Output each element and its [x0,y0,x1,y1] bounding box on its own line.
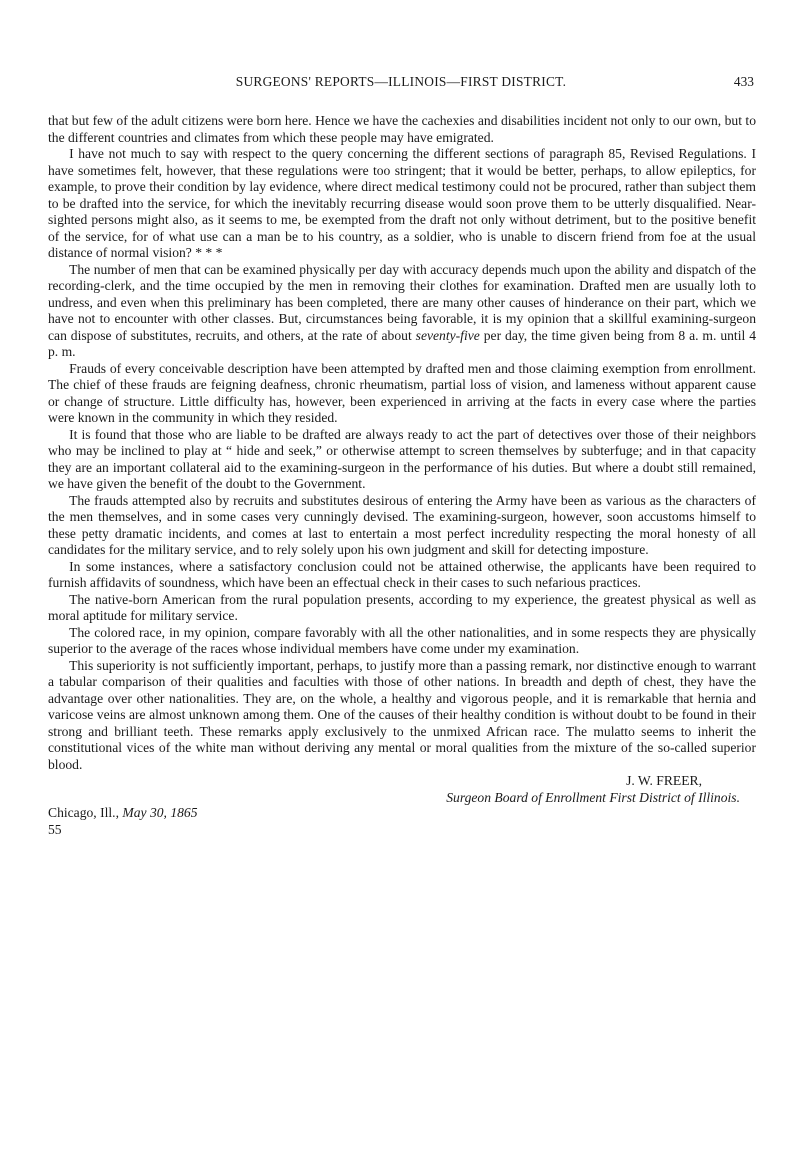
sheet-signature-mark: 55 [48,821,62,837]
page-number: 433 [733,74,754,89]
paragraph: This superiority is not sufficiently important, perhaps, to justify more than a passing remark, nor distinctive enough to warrant a tabular comparison of their qualities and faculties with those of other nations. In breadth and depth of chest, they have the advantage over other nationalities. They are, on the whole, a healthy and vigorous people, and it is remarkable that hernia and varicose veins are almost unknown among them. One of the causes of their healthy condition is without doubt to be found in their strong and brilliant teeth. These remarks apply exclusively to the unmixed African race. The mulatto seems to inherit the constitutional vices of the white man without deriving any mental or moral qualities from the mixture of the so-called superior blood. [48,657,756,772]
paragraph: It is found that those who are liable to be drafted are always ready to act the part of detectives over those of their neighbors who may be inclined to play at “ hide and seek,” or otherwise attempt to screen themselves by subterfuge; and in that capacity they are an important collateral aid to the examining-surgeon in the performance of his duties. But where a doubt still remained, we have given the benefit of the doubt to the Government. [48,426,756,491]
paragraph: Frauds of every conceivable description have been attempted by drafted men and those claiming exemption from enrollment. The chief of these frauds are feigning deafness, chronic rheumatism, partial loss of vision, and lameness without apparent cause or change of structure. Little difficulty has, however, been experienced in arriving at the facts in every case where the parties were known in the community in which they resided. [48,360,756,425]
paragraph: I have not much to say with respect to the query concerning the different sections of paragraph 85, Revised Regulations. I have sometimes felt, however, that these regulations were too stringent; that it would be better, perhaps, to allow epileptics, for example, to prove their condition by lay evidence, where direct medical testimony could not be procured, rather than subject them to be drafted into the service, for which the inevitably recurring disease would soon prove them to be utterly disqualified. Near-sighted persons might also, as it seems to me, be exempted from the draft not only without detriment, but to the positive benefit of the service, for of what use can a man be to his country, as a soldier, who is unable to discern friend from foe at the usual distance of normal vision? * * * [48,146,756,260]
paragraph: The native-born American from the rural population presents, according to my experience, the greatest physical as well as moral aptitude for military service. [48,591,756,623]
signature-title: Surgeon Board of Enrollment First District of Illinois. [446,789,740,805]
signature-block [48,773,756,806]
paragraph: The number of men that can be examined physically per day with accuracy depends much upon the ability and dispatch of the recording-clerk, and the time occupied by the men in removing their clothes for examination. Drafted men are usually loth to undress, and even when this preliminary has been completed, there are many other causes of hinderance on their part, which we have not to encounter with other classes. But, circumstances being favorable, it is my opinion that a skillful examining-surgeon can dispose of substitutes, recruits, and others, at the rate of about seventy-five per day, the time given being from 8 a. m. until 4 p. m. [48,261,756,359]
place-date [48,805,756,822]
paragraph: In some instances, where a satisfactory conclusion could not be attained otherwise, the applicants have been required to furnish affidavits of soundness, which have been an effectual check in their cases to such nefarious practices. [48,558,756,590]
paragraph: The colored race, in my opinion, compare favorably with all the other nationalities, and in some respects they are physically superior to the average of the races whose individual members have come under my examination. [48,624,756,656]
date: May 30, 1865 [122,805,198,820]
place: Chicago, Ill., [48,805,119,820]
running-title: SURGEONS' REPORTS—ILLINOIS—FIRST DISTRICT. [235,74,567,89]
paragraph: The frauds attempted also by recruits and substitutes desirous of entering the Army have been as various as the characters of the men themselves, and in some cases very cunningly devised. The examining-surgeon, however, soon accustoms himself to these petty dramatic incidents, and comes at last to entertain a most perfect incredulity respecting the moral honesty of all candidates for the military service, and to rely solely upon his own judgment and skill for detecting imposture. [48,492,756,557]
report-body [48,113,756,838]
signature-name: J. W. FREER, [626,773,702,788]
paragraph: that but few of the adult citizens were born here. Hence we have the cachexies and disabilities incident not only to our own, but to the different countries and climates from which these people may have emigrated. [48,113,756,145]
emphasized-rate: seventy-five [415,327,480,343]
running-head [48,74,754,96]
